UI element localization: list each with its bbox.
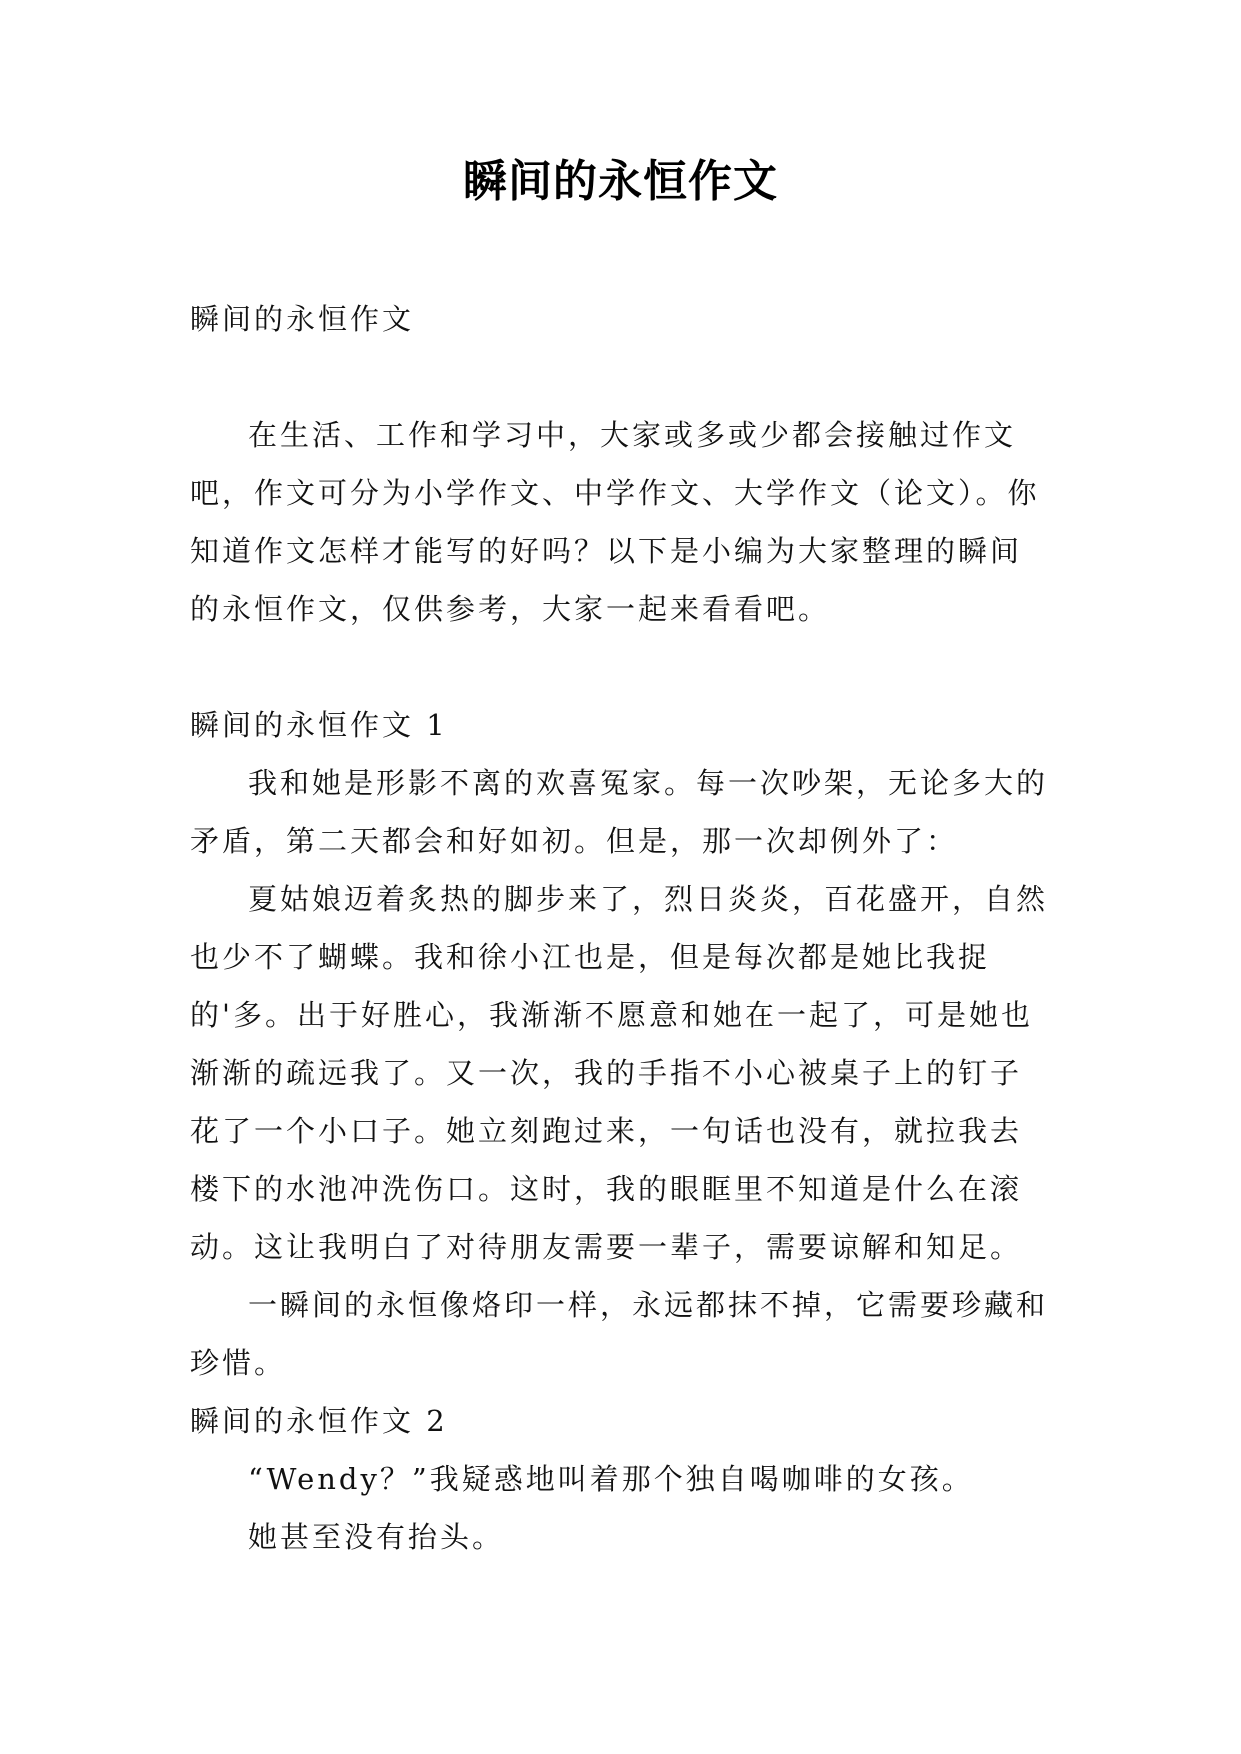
document-title: 瞬间的永恒作文 xyxy=(463,156,778,207)
intro-paragraph: 在生活、工作和学习中，大家或多或少都会接触过作文吧，作文可分为小学作文、中学作文、大学作文（论文）。你知道作文怎样才能写的好吗？以下是小编为大家整理的瞬间的永恒作文，仅供参考，大家一起来看看吧。 xyxy=(190,418,1040,626)
document-body xyxy=(190,290,1050,1566)
essay-2-paragraph-2: 她甚至没有抬头。 xyxy=(248,1520,505,1554)
essay-2-paragraph-1: “Wendy？”我疑惑地叫着那个独自喝咖啡的女孩。 xyxy=(248,1462,974,1496)
essay-1-paragraph-2: 夏姑娘迈着炙热的脚步来了，烈日炎炎，百花盛开，自然也少不了蝴蝶。我和徐小江也是，但是每次都是她比我捉的'多。出于好胜心，我渐渐不愿意和她在一起了，可是她也渐渐的疏远我了。又一次，我的手指不小心被桌子上的钉子花了一个小口子。她立刻跑过来，一句话也没有，就拉我去楼下的水池冲洗伤口。这时，我的眼眶里不知道是什么在滚动。这让我明白了对待朋友需要一辈子，需要谅解和知足。 xyxy=(190,882,1049,1264)
essay-2-heading: 瞬间的永恒作文 2 xyxy=(190,1404,448,1438)
essay-1-heading: 瞬间的永恒作文 1 xyxy=(190,708,448,742)
essay-1-paragraph-3: 一瞬间的永恒像烙印一样，永远都抹不掉，它需要珍藏和珍惜。 xyxy=(190,1288,1049,1380)
essay-1-paragraph-1: 我和她是形影不离的欢喜冤家。每一次吵架，无论多大的矛盾，第二天都会和好如初。但是，那一次却例外了： xyxy=(190,766,1049,858)
document-subtitle: 瞬间的永恒作文 xyxy=(190,302,415,336)
spacer xyxy=(190,348,1050,406)
spacer xyxy=(190,638,1050,696)
